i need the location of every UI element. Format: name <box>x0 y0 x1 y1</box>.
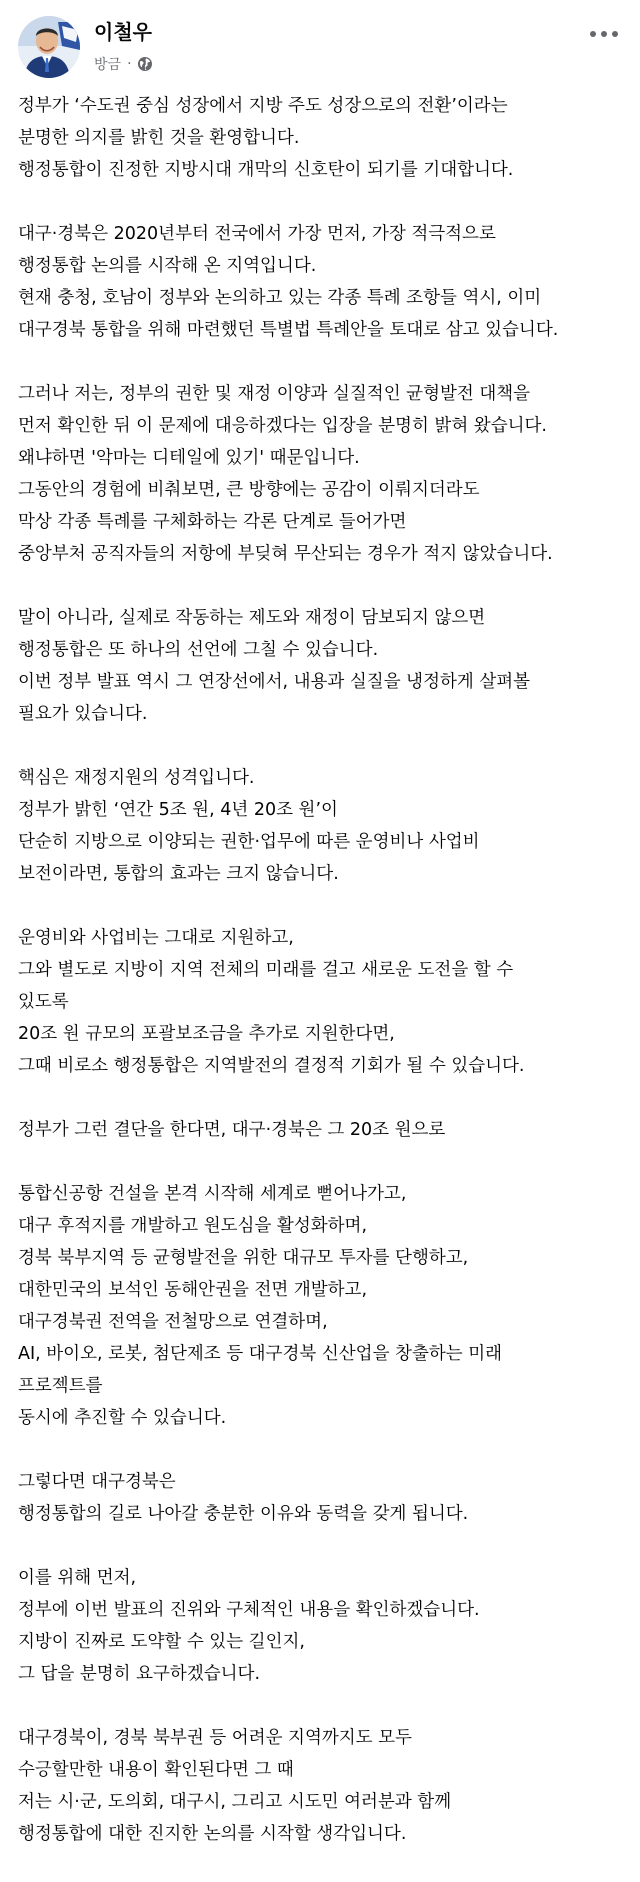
post-text-line: 대구경북이, 경북 북부권 등 어려운 지역까지도 모두 <box>18 1728 412 1748</box>
post-text-line: 말이 아니라, 실제로 작동하는 제도와 재정이 담보되지 않으면 <box>18 608 486 628</box>
post-text-line: 행정통합이 진정한 지방시대 개막의 신호탄이 되기를 기대합니다. <box>18 160 514 180</box>
post-text-line: 분명한 의지를 밝힌 것을 환영합니다. <box>18 128 300 148</box>
post-text-line: 통합신공항 건설을 본격 시작해 세계로 뻗어나가고, <box>18 1184 407 1204</box>
post-text-line: 행정통합은 또 하나의 선언에 그칠 수 있습니다. <box>18 640 379 660</box>
author-avatar[interactable] <box>18 16 80 78</box>
post-text-line: 그와 별도로 지방이 지역 전체의 미래를 걸고 새로운 도전을 할 수 <box>18 960 514 980</box>
post-paragraph <box>18 602 622 730</box>
post-text-line: 대구경북 통합을 위해 마련했던 특별법 특례안을 토대로 삼고 있습니다. <box>18 320 559 340</box>
post-text-line: 단순히 지방으로 이양되는 권한·업무에 따른 운영비나 사업비 <box>18 832 480 852</box>
post-text-line: 프로젝트를 <box>18 1376 103 1396</box>
post-paragraph <box>18 1114 622 1146</box>
post-text-line: 왜냐하면 '악마는 디테일에 있기' 때문입니다. <box>18 448 360 468</box>
post-paragraph <box>18 922 622 1082</box>
post-text-line: 보전이라면, 통합의 효과는 크지 않습니다. <box>18 864 339 884</box>
post-text-line: 그렇다면 대구경북은 <box>18 1472 176 1492</box>
post-text-line: 핵심은 재정지원의 성격입니다. <box>18 768 255 788</box>
post-text-line: 중앙부처 공직자들의 저항에 부딪혀 무산되는 경우가 적지 않았습니다. <box>18 544 553 564</box>
more-dots-icon <box>589 30 619 38</box>
post-text-line: 운영비와 사업비는 그대로 지원하고, <box>18 928 294 948</box>
post-text-line: 그동안의 경험에 비춰보면, 큰 방향에는 공감이 이뤄지더라도 <box>18 480 480 500</box>
globe-icon[interactable] <box>137 56 153 72</box>
post-text-line: 정부가 그런 결단을 한다면, 대구·경북은 그 20조 원으로 <box>18 1120 446 1140</box>
post-header <box>18 16 622 80</box>
post-text-line: 수긍할만한 내용이 확인된다면 그 때 <box>18 1760 294 1780</box>
post-paragraph <box>18 762 622 890</box>
post-text-line: 이를 위해 먼저, <box>18 1568 137 1588</box>
post-paragraph <box>18 90 622 186</box>
post-text-line: 그때 비로소 행정통합은 지역발전의 결정적 기회가 될 수 있습니다. <box>18 1056 525 1076</box>
post-text-line: AI, 바이오, 로봇, 첨단제조 등 대구경북 신산업을 창출하는 미래 <box>18 1344 503 1364</box>
post-paragraph <box>18 1466 622 1530</box>
avatar-image <box>18 16 80 78</box>
post-meta <box>94 54 153 74</box>
post-text-line: 대구경북권 전역을 전철망으로 연결하며, <box>18 1312 328 1332</box>
post-text-line: 행정통합 논의를 시작해 온 지역입니다. <box>18 256 317 276</box>
meta-separator: · <box>127 56 132 72</box>
post-text-line: 현재 충청, 호남이 정부와 논의하고 있는 각종 특례 조항들 역시, 이미 <box>18 288 542 308</box>
post-text-line: 저는 시·군, 도의회, 대구시, 그리고 시도민 여러분과 함께 <box>18 1792 452 1812</box>
post-text-line: 정부가 밝힌 ‘연간 5조 원, 4년 20조 원’이 <box>18 800 338 820</box>
post-text-line: 필요가 있습니다. <box>18 704 148 724</box>
post-text-line: 대구·경북은 2020년부터 전국에서 가장 먼저, 가장 적극적으로 <box>18 224 496 244</box>
post-time[interactable]: 방금 <box>94 57 122 73</box>
post-text-line: 그러나 저는, 정부의 권한 및 재정 이양과 실질적인 균형발전 대책을 <box>18 384 531 404</box>
post-text-line: 대구 후적지를 개발하고 원도심을 활성화하며, <box>18 1216 368 1236</box>
post-body-text <box>18 90 622 1882</box>
post-text-line: 정부에 이번 발표의 진위와 구체적인 내용을 확인하겠습니다. <box>18 1600 480 1620</box>
post-text-line: 정부가 ‘수도권 중심 성장에서 지방 주도 성장으로의 전환’이라는 <box>18 96 508 116</box>
post-paragraph <box>18 1562 622 1690</box>
post-paragraph <box>18 378 622 570</box>
post-text-line: 있도록 <box>18 992 69 1012</box>
post-text-line: 경북 북부지역 등 균형발전을 위한 대규모 투자를 단행하고, <box>18 1248 469 1268</box>
post-text-line: 대한민국의 보석인 동해안권을 전면 개발하고, <box>18 1280 368 1300</box>
post-text-line: 지방이 진짜로 도약할 수 있는 길인지, <box>18 1632 305 1652</box>
post-text-line: 먼저 확인한 뒤 이 문제에 대응하겠다는 입장을 분명히 밝혀 왔습니다. <box>18 416 547 436</box>
post-text-line: 그 답을 분명히 요구하겠습니다. <box>18 1664 261 1684</box>
post-text-line: 동시에 추진할 수 있습니다. <box>18 1408 227 1428</box>
more-options-button[interactable] <box>586 22 622 46</box>
author-name[interactable]: 이철우 <box>94 20 152 44</box>
post-text-line: 행정통합의 길로 나아갈 충분한 이유와 동력을 갖게 됩니다. <box>18 1504 469 1524</box>
post-text-line: 행정통합에 대한 진지한 논의를 시작할 생각입니다. <box>18 1824 407 1844</box>
post-paragraph <box>18 1722 622 1850</box>
post-paragraph <box>18 1178 622 1434</box>
post-text-line: 이번 정부 발표 역시 그 연장선에서, 내용과 실질을 냉정하게 살펴볼 <box>18 672 531 692</box>
post-text-line: 20조 원 규모의 포괄보조금을 추가로 지원한다면, <box>18 1024 395 1044</box>
post-paragraph <box>18 218 622 346</box>
post-text-line: 막상 각종 특례를 구체화하는 각론 단계로 들어가면 <box>18 512 407 532</box>
